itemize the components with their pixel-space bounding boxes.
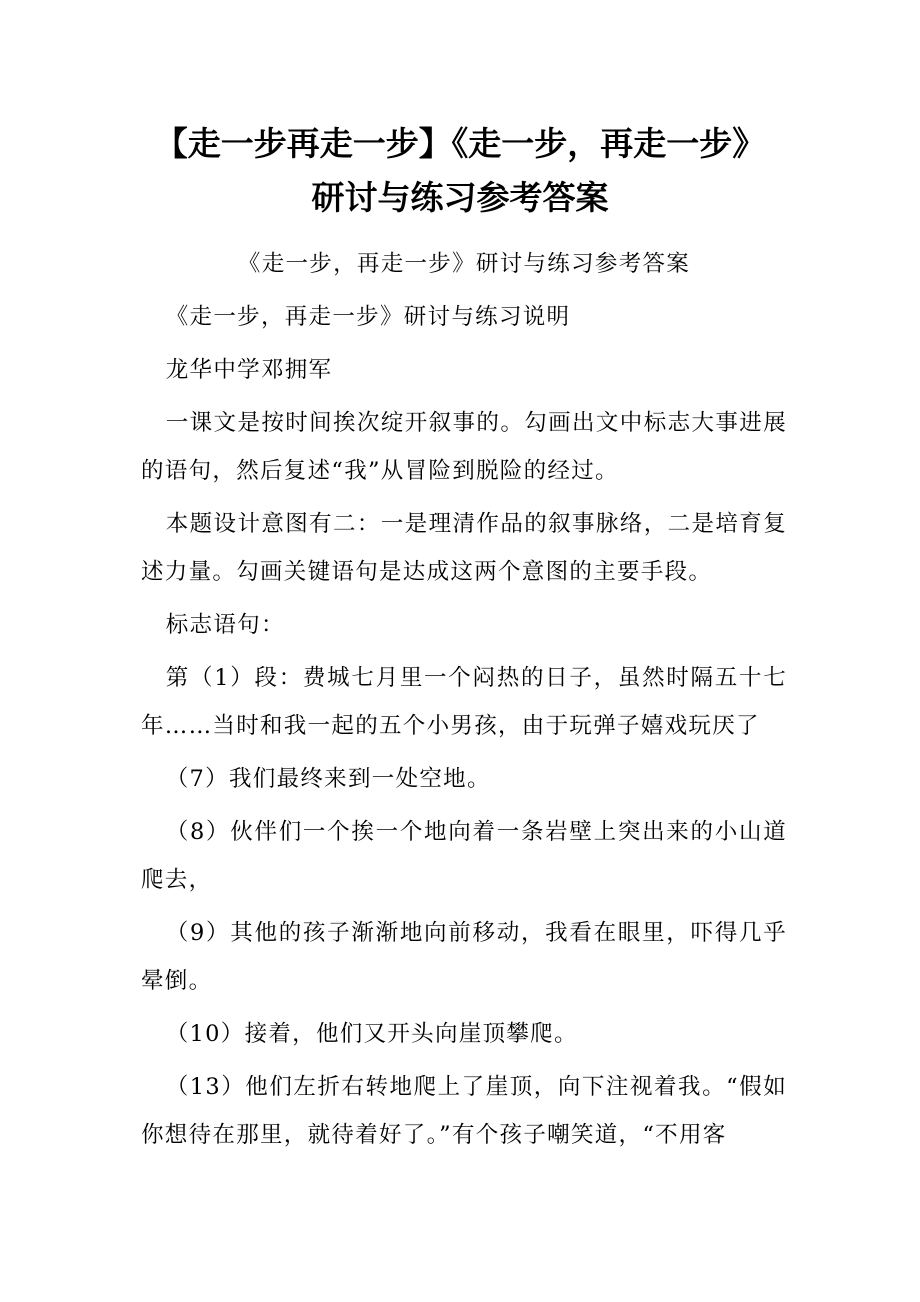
subtitle-paragraph: 《走一步，再走一步》研讨与练习参考答案 bbox=[237, 251, 691, 277]
text-paragraph: （8）伙伴们一个挨一个地向着一条岩壁上突出来的小山道爬去， bbox=[141, 819, 787, 893]
document-body bbox=[141, 240, 787, 1159]
text-paragraph: （13）他们左折右转地爬上了崖顶，向下注视着我。“假如你想待在那里，就待着好了。”有个孩子嘲笑道，“不用客 bbox=[141, 1074, 787, 1148]
text-paragraph: （10）接着，他们又开头向崖顶攀爬。 bbox=[165, 1021, 578, 1047]
text-paragraph: （7）我们最终来到一处空地。 bbox=[165, 766, 491, 792]
document-title-line-1: 【走一步再走一步】《走一步，再走一步》 bbox=[154, 124, 766, 163]
marker-sentences-heading: 标志语句： bbox=[165, 612, 285, 638]
document-title-line-2: 研讨与练习参考答案 bbox=[311, 178, 609, 217]
design-intent-paragraph: 本题设计意图有二：一是理清作品的叙事脉络，二是培育复述力量。勾画关键语句是达成这两个意图的主要手段。 bbox=[141, 511, 787, 585]
text-paragraph: （9）其他的孩子渐渐地向前移动，我看在眼里，吓得几乎晕倒。 bbox=[141, 920, 787, 994]
question-paragraph: 一课文是按时间挨次绽开叙事的。勾画出文中标志大事进展的语句，然后复述“我”从冒险到脱险的经过。 bbox=[141, 410, 787, 484]
text-paragraph: 第（1）段：费城七月里一个闷热的日子，虽然时隔五十七年……当时和我一起的五个小男孩，由于玩弹子嬉戏玩厌了 bbox=[141, 665, 787, 739]
author-paragraph: 龙华中学邓拥军 bbox=[165, 357, 333, 383]
section-heading-paragraph: 《走一步，再走一步》研讨与练习说明 bbox=[165, 304, 571, 330]
